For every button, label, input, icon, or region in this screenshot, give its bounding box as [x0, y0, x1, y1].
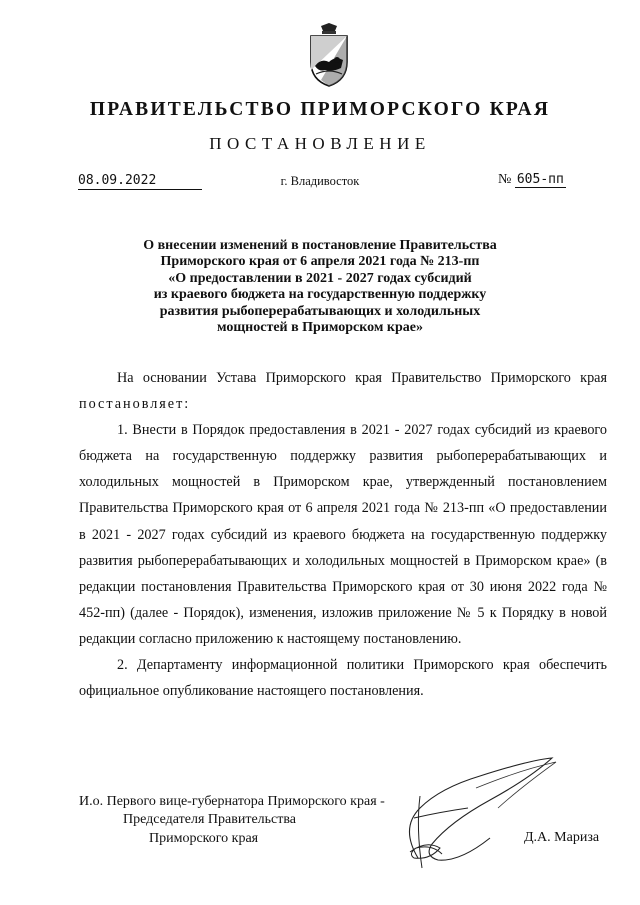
subject-line: развития рыбоперерабатывающих и холодильных [159, 303, 481, 319]
coat-of-arms-icon [307, 22, 351, 88]
signatory-position-line: Приморского края [149, 830, 259, 846]
number-value: 605-пп [516, 172, 564, 187]
preamble-resolves: постановляет: [79, 396, 191, 413]
preamble-paragraph [79, 365, 607, 417]
subject-line: мощностей в Приморском крае» [217, 320, 423, 336]
handwritten-signature-icon [380, 748, 580, 878]
subject-line: О внесении изменений в постановление Правительства [143, 238, 497, 253]
document-date: 08.09.2022 [78, 173, 202, 190]
subject-line: из краевого бюджета на государственную поддержку [153, 287, 487, 303]
item-2-paragraph: 2. Департаменту информационной политики Приморского края обеспечить официальное опубликование настоящего постановления. [79, 657, 607, 700]
document-type: ПОСТАНОВЛЕНИЕ [209, 134, 431, 153]
preamble-text: На основании Устава Приморского края Правительство Приморского края [117, 370, 607, 386]
government-title: ПРАВИТЕЛЬСТВО ПРИМОРСКОГО КРАЯ [89, 99, 551, 120]
document-number [498, 172, 566, 188]
document-subject [100, 238, 540, 336]
document-body [79, 365, 607, 704]
subject-line: «О предоставлении в 2021 - 2027 годах субсидий [168, 270, 472, 286]
subject-line: Приморского края от 6 апреля 2021 года № 213-пп [160, 254, 480, 270]
document-city: г. Владивосток [280, 174, 360, 188]
signatory-name: Д.А. Мариза [524, 830, 600, 845]
signatory-position-line: И.о. Первого вице-губернатора Приморского края - [79, 794, 385, 809]
signatory-position [79, 793, 385, 848]
number-sign: № [498, 172, 512, 187]
signatory-position-line: Председателя Правительства [123, 812, 297, 828]
item-1-paragraph: 1. Внести в Порядок предоставления в 2021 - 2027 годах субсидий из краевого бюджета на государственную поддержку развития рыбоперерабатывающих и холодильных мощностей в Приморском крае, утвержденный постановлением Правительства Приморского края от 6 апреля 2021 года № 213-пп «О предоставлении в 2021 - 2027 годах субсидий из краевого бюджета на государственную поддержку развития рыбоперерабатывающих и холодильных мощностей в Приморском крае» (в редакции постановления Правительства Приморского края от 30 июня 2022 года № 452-пп) (далее - Порядок), изменения, изложив приложение № 5 к Порядку в новой редакции согласно приложению к настоящему постановлению. [79, 422, 607, 647]
